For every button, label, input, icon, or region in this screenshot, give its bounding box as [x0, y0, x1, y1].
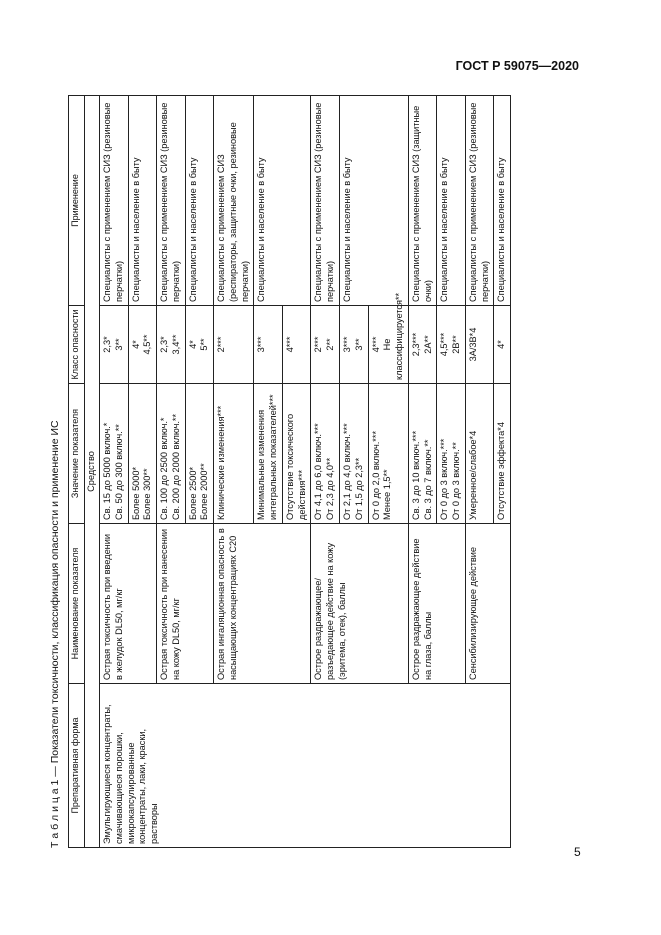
- hazard-class-cell: 4*: [494, 306, 511, 384]
- application-cell: Специалисты и население в быту: [340, 96, 409, 306]
- indicator-value-cell: Более 5000* Более 300**: [128, 384, 157, 524]
- application-cell: Специалисты и население в быту: [128, 96, 157, 306]
- indicator-value-cell: Отсутствие токсического действия***: [282, 384, 311, 524]
- section-title: Средство: [85, 96, 100, 848]
- toxicity-table: [68, 95, 511, 848]
- column-header: Применение: [69, 96, 85, 306]
- application-cell: Специалисты и население в быту: [494, 96, 511, 306]
- table-body: [85, 96, 511, 848]
- hazard-class-cell: 2***: [214, 306, 254, 384]
- indicator-value-cell: Св. 15 до 5000 включ.* Св. 50 до 300 включ.**: [100, 384, 129, 524]
- column-header: Наименование показателя: [69, 524, 85, 684]
- application-cell: Специалисты и население в быту: [437, 96, 466, 306]
- column-header: Класс опасности: [69, 306, 85, 384]
- table-caption: Т а б л и ц а 1 — Показатели токсичности, классификация опасности и применение ИС: [49, 420, 61, 848]
- indicator-value-cell: Клинические изменения***: [214, 384, 254, 524]
- hazard-class-cell: 4* 4,5**: [128, 306, 157, 384]
- indicator-value-cell: Св. 3 до 10 включ.*** Св. 3 до 7 включ.**: [408, 384, 437, 524]
- hazard-class-cell: 4***: [282, 306, 311, 384]
- application-cell: Специалисты с применением СИЗ (защитные очки): [408, 96, 437, 306]
- document-header: ГОСТ Р 59075—2020: [455, 59, 579, 73]
- application-cell: Специалисты с применением СИЗ (резиновые перчатки): [100, 96, 129, 306]
- column-header: Значение показателя: [69, 384, 85, 524]
- indicator-name-cell: Сенсибилизирующее действие: [465, 524, 510, 684]
- table-row: [100, 96, 129, 848]
- indicator-value-cell: От 2,1 до 4,0 включ.*** От 1,5 до 2,3**: [340, 384, 369, 524]
- hazard-class-cell: 3A/3B*4: [465, 306, 494, 384]
- indicator-value-cell: Умеренное/слабое*4: [465, 384, 494, 524]
- indicator-value-cell: Св. 100 до 2500 включ.* Св. 200 до 2000 включ.**: [157, 384, 186, 524]
- hazard-class-cell: 4* 5**: [185, 306, 214, 384]
- hazard-class-cell: 3*** 3**: [340, 306, 369, 384]
- indicator-value-cell: Минимальные изменения интегральных показателей***: [254, 384, 283, 524]
- hazard-class-cell: 2,3*** 2A**: [408, 306, 437, 384]
- hazard-class-cell: 4*** Не классифицируется**: [368, 306, 408, 384]
- page-number: 5: [574, 845, 581, 859]
- application-cell: Специалисты и население в быту: [185, 96, 214, 306]
- hazard-class-cell: 2,3* 3,4**: [157, 306, 186, 384]
- indicator-value-cell: От 4,1 до 6,0 включ.*** От 2,3 до 4,0**: [311, 384, 340, 524]
- indicator-name-cell: Острая токсичность при нанесении на кожу DL50, мг/кг: [157, 524, 214, 684]
- indicator-name-cell: Острое раздражающее действие на глаза, баллы: [408, 524, 465, 684]
- indicator-value-cell: От 0 до 3 включ.*** От 0 до 3 включ.**: [437, 384, 466, 524]
- hazard-class-cell: 3***: [254, 306, 283, 384]
- indicator-value-cell: Отсутствие эффекта*4: [494, 384, 511, 524]
- hazard-class-cell: 4,5*** 2B**: [437, 306, 466, 384]
- section-row: [85, 96, 100, 848]
- table-header-row: [69, 96, 85, 848]
- application-cell: Специалисты с применением СИЗ (респираторы, защитные очки, резиновые перчатки): [214, 96, 254, 306]
- application-cell: Специалисты с применением СИЗ (резиновые перчатки): [465, 96, 494, 306]
- column-header: Препаративная форма: [69, 684, 85, 848]
- application-cell: Специалисты с применением СИЗ (резиновые перчатки): [311, 96, 340, 306]
- hazard-class-cell: 2*** 2**: [311, 306, 340, 384]
- application-cell: Специалисты и население в быту: [254, 96, 311, 306]
- indicator-value-cell: От 0 до 2,0 включ.*** Менее 1,5**: [368, 384, 408, 524]
- indicator-value-cell: Более 2500* Более 2000**: [185, 384, 214, 524]
- indicator-name-cell: Острое раздражающее/разъедающее действие на кожу (эритема, отек), баллы: [311, 524, 408, 684]
- application-cell: Специалисты с применением СИЗ (резиновые перчатки): [157, 96, 186, 306]
- indicator-name-cell: Острая токсичность при введении в желудок DL50, мг/кг: [100, 524, 157, 684]
- hazard-class-cell: 2,3* 3**: [100, 306, 129, 384]
- rotated-table-area: [46, 96, 586, 848]
- indicator-name-cell: Острая ингаляционная опасность в насыщающих концентрациях C20: [214, 524, 311, 684]
- preparative-form-cell: Эмульгирующиеся концентраты, смачивающиеся порошки, микрокапсулированные концентраты, лаки, краски, растворы: [100, 684, 511, 848]
